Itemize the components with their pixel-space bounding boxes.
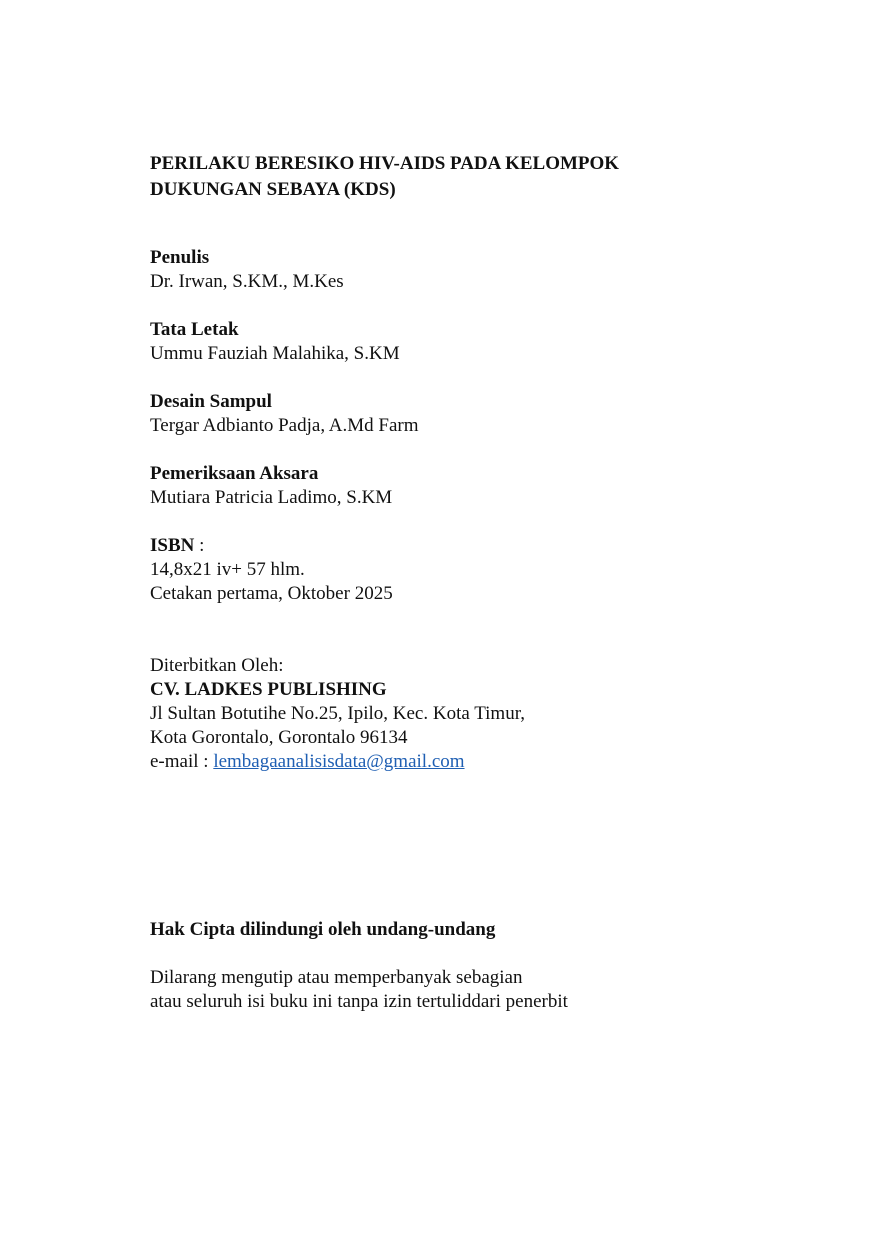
publisher-address-line-2: Kota Gorontalo, Gorontalo 96134 [150, 727, 408, 748]
publisher-address-line-1: Jl Sultan Botutihe No.25, Ipilo, Kec. Kota Timur, [150, 703, 526, 724]
isbn-suffix: : [194, 535, 205, 556]
isbn-size-pages: 14,8x21 iv+ 57 hlm. [150, 559, 305, 580]
publisher-email-label: e-mail : [150, 751, 214, 772]
credit-cover-design [150, 390, 790, 438]
book-title [150, 151, 790, 203]
isbn-edition: Cetakan pertama, Oktober 2025 [150, 583, 393, 604]
credit-author-label: Penulis [150, 247, 210, 268]
credit-proofreading [150, 462, 790, 510]
copyright-notice [150, 966, 790, 1014]
publisher-intro: Diterbitkan Oleh: [150, 655, 284, 676]
copyright-heading: Hak Cipta dilindungi oleh undang-undang [150, 919, 496, 940]
credit-proofreading-value: Mutiara Patricia Ladimo, S.KM [150, 487, 393, 508]
book-title-line-2: DUKUNGAN SEBAYA (KDS) [150, 179, 396, 200]
credit-layout [150, 318, 790, 366]
publisher-block [150, 654, 790, 774]
credit-proofreading-label: Pemeriksaan Aksara [150, 463, 319, 484]
publisher-email-link[interactable]: lembagaanalisisdata@gmail.com [213, 751, 465, 772]
credit-author-value: Dr. Irwan, S.KM., M.Kes [150, 271, 344, 292]
credit-layout-value: Ummu Fauziah Malahika, S.KM [150, 343, 400, 364]
copyright-block [150, 918, 790, 942]
credit-layout-label: Tata Letak [150, 319, 239, 340]
credit-cover-design-label: Desain Sampul [150, 391, 272, 412]
publisher-email-line [150, 750, 790, 774]
isbn-block [150, 534, 790, 606]
copyright-notice-line-1: Dilarang mengutip atau memperbanyak sebagian [150, 967, 523, 988]
isbn-label: ISBN [150, 535, 195, 556]
book-title-line-1: PERILAKU BERESIKO HIV-AIDS PADA KELOMPOK [150, 153, 620, 174]
publisher-name: CV. LADKES PUBLISHING [150, 679, 387, 700]
copyright-notice-line-2: atau seluruh isi buku ini tanpa izin tertuliddari penerbit [150, 991, 568, 1012]
credit-cover-design-value: Tergar Adbianto Padja, A.Md Farm [150, 415, 419, 436]
isbn-line [150, 534, 790, 558]
credit-author [150, 246, 790, 294]
